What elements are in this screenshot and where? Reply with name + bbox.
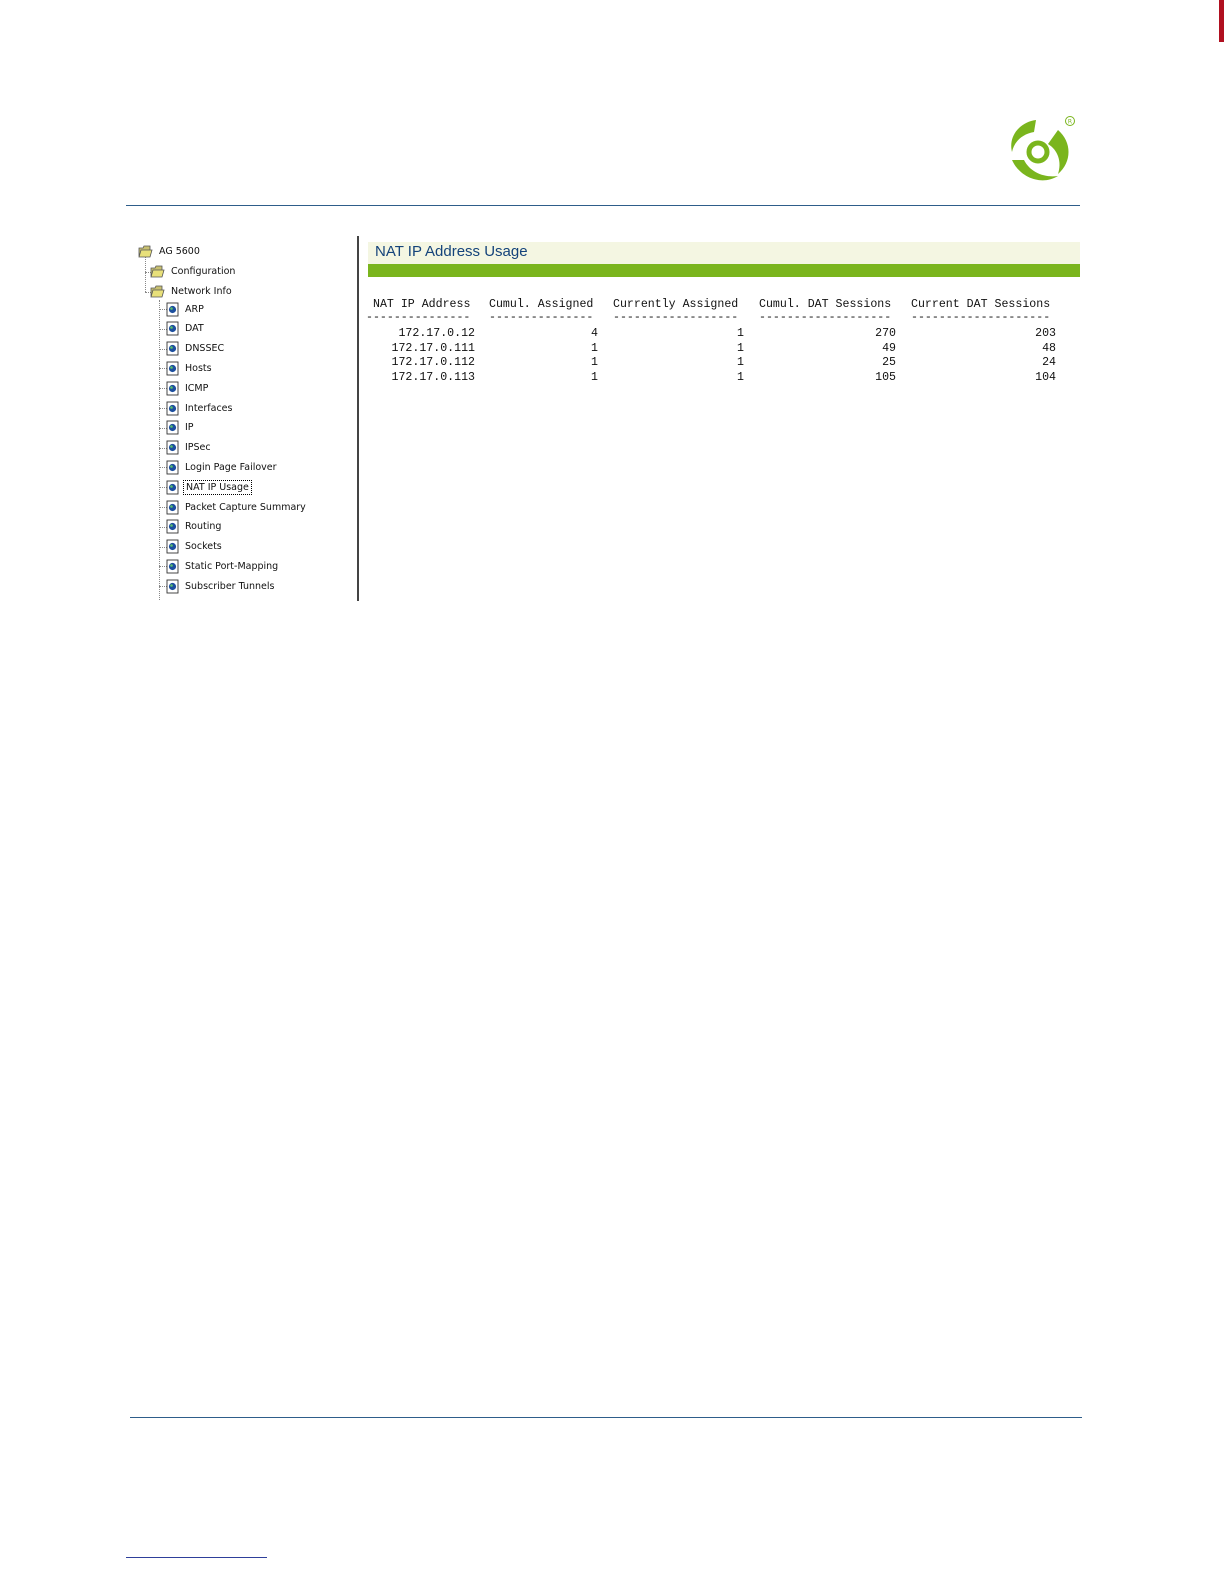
tree-item-label: IPSec (185, 442, 211, 454)
document-page-icon (166, 401, 179, 416)
brand-logo-icon (998, 112, 1080, 186)
document-page-icon (166, 440, 179, 455)
tree-item-label: ARP (185, 303, 204, 315)
tree-item-static-port-mapping[interactable] (166, 557, 280, 575)
tree-item-label: Subscriber Tunnels (185, 580, 275, 592)
tree-item-login-page-failover[interactable] (166, 458, 279, 476)
accent-bar (368, 264, 1080, 277)
document-page-icon (166, 519, 179, 534)
tree-item-subscriber-tunnels[interactable] (166, 577, 276, 595)
header-separator: --------------- (489, 311, 594, 324)
tree-item-ip[interactable] (166, 419, 196, 437)
nat-ip-cell: 172.17.0.12 (398, 327, 475, 340)
document-page-icon (166, 500, 179, 515)
column-header: NAT IP Address (373, 298, 471, 311)
open-folder-icon (150, 285, 165, 298)
document-page-icon (166, 361, 179, 376)
tree-item-ipsec[interactable] (166, 439, 213, 457)
tree-configuration-label: Configuration (171, 265, 236, 277)
document-page-icon (166, 579, 179, 594)
tree-node-root[interactable] (138, 242, 202, 260)
table-cell: 1 (591, 370, 598, 384)
header-rule (126, 205, 1080, 206)
tree-item-label: Hosts (185, 362, 212, 374)
table-cell: 4 (591, 327, 598, 340)
document-page-icon (166, 559, 179, 574)
svg-text:R: R (1067, 118, 1073, 126)
document-page-icon (166, 460, 179, 475)
pane-splitter[interactable] (357, 236, 359, 601)
header-separator: ------------------- (759, 311, 892, 324)
tree-item-interfaces[interactable] (166, 399, 234, 417)
header-separator: -------------------- (911, 311, 1051, 324)
document-page-icon (166, 420, 179, 435)
tree-item-label: Static Port-Mapping (185, 560, 279, 572)
header-separator: ------------------ (613, 311, 739, 324)
tree-network-info-label: Network Info (171, 285, 232, 297)
table-cell: 105 (875, 370, 896, 384)
tree-item-label: NAT IP Usage (183, 480, 252, 495)
tree-item-hosts[interactable] (166, 359, 214, 377)
column-header: Current DAT Sessions (911, 298, 1051, 311)
table-cell: 1 (591, 341, 598, 355)
table-cell: 270 (875, 327, 896, 340)
tree-item-label: DNSSEC (185, 343, 225, 355)
tree-item-label: IP (185, 422, 194, 434)
footer-link-underline (126, 1557, 267, 1558)
column-header: Cumul. DAT Sessions (759, 298, 892, 311)
document-page-icon (166, 321, 179, 336)
tree-item-dat[interactable] (166, 320, 206, 338)
tree-item-label: Login Page Failover (185, 461, 277, 473)
table-cell: 1 (737, 370, 744, 384)
document-page-icon (166, 480, 179, 495)
table-cell: 1 (737, 341, 744, 355)
tree-item-arp[interactable] (166, 300, 206, 318)
document-page-icon (166, 302, 179, 317)
tree-item-label: Packet Capture Summary (185, 501, 306, 513)
tree-item-label: Sockets (185, 541, 222, 553)
tree-item-packet-capture-summary[interactable] (166, 498, 308, 516)
table-cell: 1 (737, 356, 744, 369)
tree-item-dnssec[interactable] (166, 340, 226, 358)
tree-item-label: Routing (185, 521, 222, 533)
header-separator: --------------- (366, 311, 471, 324)
column-header: Currently Assigned (613, 298, 739, 311)
tree-item-icmp[interactable] (166, 379, 210, 397)
document-page-icon (166, 341, 179, 356)
tree-item-label: Interfaces (185, 402, 233, 414)
footer-rule (130, 1417, 1082, 1418)
tree-item-label: ICMP (185, 382, 209, 394)
open-folder-icon (138, 245, 153, 258)
document-page-icon (166, 539, 179, 554)
tree-node-network-info[interactable] (150, 282, 234, 300)
tree-item-routing[interactable] (166, 518, 223, 536)
nat-ip-cell: 172.17.0.111 (391, 341, 475, 355)
table-cell: 25 (882, 356, 896, 369)
table-cell: 1 (591, 356, 598, 369)
table-cell: 24 (1042, 356, 1056, 369)
tree-item-sockets[interactable] (166, 538, 224, 556)
tree-item-nat-ip-usage[interactable] (166, 478, 252, 496)
table-cell: 104 (1035, 370, 1056, 384)
page-title: NAT IP Address Usage (375, 243, 528, 260)
tree-root-label: AG 5600 (159, 245, 200, 257)
tree-item-label: DAT (185, 323, 204, 335)
table-cell: 49 (882, 341, 896, 355)
nat-ip-cell: 172.17.0.113 (391, 370, 475, 384)
tree-node-configuration[interactable] (150, 262, 237, 280)
edge-marker (1219, 0, 1224, 42)
navigation-tree (130, 236, 356, 600)
folder-icon (150, 265, 165, 278)
table-cell: 1 (737, 327, 744, 340)
document-page-icon (166, 381, 179, 396)
column-header: Cumul. Assigned (489, 298, 594, 311)
nat-ip-cell: 172.17.0.112 (391, 356, 475, 369)
table-cell: 48 (1042, 341, 1056, 355)
table-cell: 203 (1035, 327, 1056, 340)
